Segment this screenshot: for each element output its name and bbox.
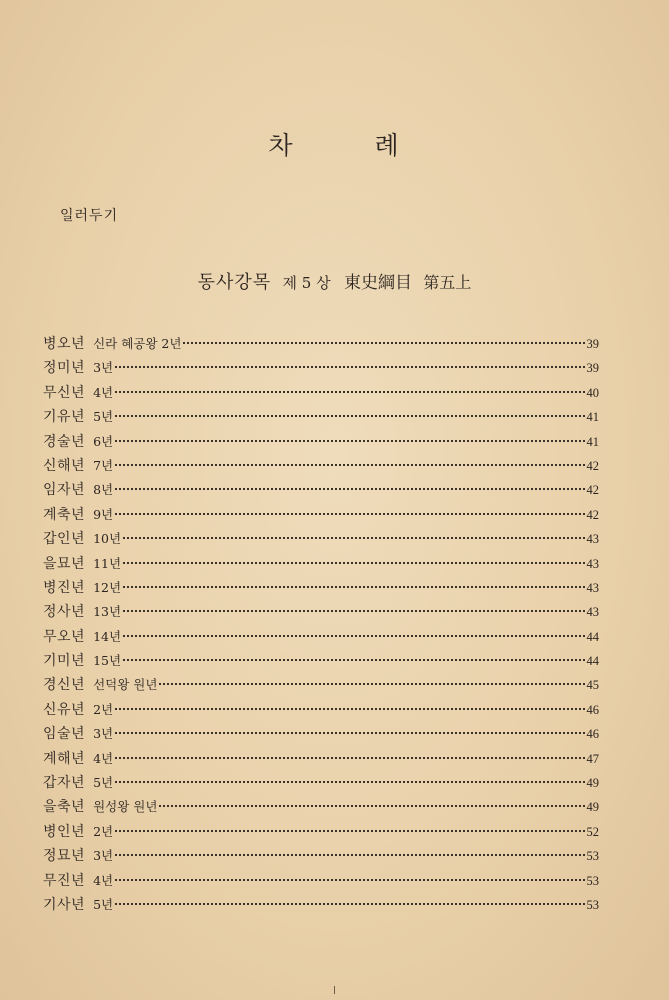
toc-reign-year: 11년 — [93, 555, 122, 571]
toc-page-number: 46 — [586, 702, 599, 717]
toc-entry — [43, 894, 599, 918]
toc-year: 기사년 — [43, 896, 86, 913]
toc-leader-dots — [115, 903, 584, 905]
toc-year: 정미년 — [43, 360, 86, 377]
toc-year: 갑인년 — [43, 531, 86, 548]
toc-page-number: 39 — [586, 361, 599, 376]
toc-page-number: 42 — [586, 483, 599, 498]
toc-entry — [43, 357, 599, 381]
toc-leader-dots — [115, 830, 584, 832]
toc-entry — [43, 431, 599, 455]
toc-reign-year: 5년 — [93, 409, 114, 425]
toc-page-number: 53 — [586, 849, 599, 864]
toc-page-number: 53 — [586, 897, 599, 912]
toc-reign-year: 12년 — [93, 579, 122, 595]
toc-leader-dots — [159, 683, 584, 685]
toc-leader-dots — [115, 732, 584, 734]
toc-leader-dots — [115, 464, 584, 466]
toc-year: 정사년 — [43, 604, 86, 621]
toc-year: 무오년 — [43, 628, 86, 645]
toc-entry — [43, 479, 599, 503]
toc-page-number: 40 — [586, 385, 599, 400]
toc-reign-year: 4년 — [93, 384, 114, 400]
toc-reign-year: 4년 — [93, 750, 114, 766]
toc-year: 계축년 — [43, 506, 86, 523]
page-mark — [334, 986, 335, 994]
toc-leader-dots — [123, 659, 584, 661]
toc-leader-dots — [123, 635, 584, 637]
toc-leader-dots — [123, 586, 584, 588]
toc-year: 임자년 — [43, 482, 86, 499]
toc-entry — [43, 528, 599, 552]
toc-leader-dots — [115, 415, 584, 417]
section-title-hanja: 東史綱目 — [344, 273, 412, 293]
table-of-contents — [43, 333, 599, 918]
toc-page-number: 42 — [586, 458, 599, 473]
toc-reign-year: 5년 — [93, 896, 114, 912]
section-volume-hanja: 第五上 — [423, 273, 472, 292]
toc-entry — [43, 553, 599, 577]
page-title — [0, 126, 669, 162]
toc-leader-dots — [115, 391, 584, 393]
toc-year: 기미년 — [43, 653, 86, 670]
toc-leader-dots — [115, 757, 584, 759]
toc-reign-year: 4년 — [93, 872, 114, 888]
title-char-1: 차 — [268, 131, 295, 160]
toc-year: 경신년 — [43, 677, 86, 694]
toc-page-number: 49 — [586, 800, 599, 815]
toc-page-number: 49 — [586, 776, 599, 791]
toc-reign-year: 3년 — [93, 848, 114, 864]
toc-reign-year: 7년 — [93, 457, 114, 473]
toc-reign-year: 9년 — [93, 506, 114, 522]
toc-year: 임술년 — [43, 726, 86, 743]
toc-year: 신해년 — [43, 457, 86, 474]
toc-reign-year: 15년 — [93, 653, 122, 669]
toc-page-number: 39 — [586, 337, 599, 351]
toc-reign-year: 10년 — [93, 531, 122, 547]
toc-page-number: 47 — [586, 751, 599, 766]
toc-entry — [43, 772, 599, 796]
toc-reign-year: 선덕왕 원년 — [93, 677, 158, 693]
toc-entry — [43, 382, 599, 406]
toc-entry — [43, 601, 599, 625]
toc-reign-year: 14년 — [93, 628, 122, 644]
toc-year: 을묘년 — [43, 555, 86, 572]
toc-reign-year: 5년 — [93, 775, 114, 791]
toc-year: 정묘년 — [43, 848, 86, 865]
toc-reign-year: 13년 — [93, 604, 122, 620]
toc-year: 계해년 — [43, 750, 86, 767]
toc-leader-dots — [115, 879, 584, 881]
toc-year: 병인년 — [43, 823, 86, 840]
toc-leader-dots — [115, 440, 584, 442]
toc-entry — [43, 845, 599, 869]
toc-page-number: 42 — [586, 507, 599, 522]
toc-leader-dots — [123, 537, 584, 539]
toc-page-number: 43 — [586, 580, 599, 595]
toc-leader-dots — [183, 342, 584, 344]
toc-year: 갑자년 — [43, 775, 86, 792]
toc-leader-dots — [115, 366, 584, 368]
section-volume: 제 5 상 — [282, 274, 331, 292]
toc-page-number: 53 — [586, 873, 599, 888]
toc-reign-year: 원성왕 원년 — [93, 799, 158, 815]
toc-leader-dots — [123, 562, 584, 564]
toc-reign-year: 2년 — [93, 823, 114, 839]
toc-page-number: 45 — [586, 678, 599, 693]
toc-leader-dots — [115, 854, 584, 856]
toc-leader-dots — [123, 610, 584, 612]
section-heading — [0, 268, 669, 294]
toc-reign-year: 6년 — [93, 433, 114, 449]
toc-year: 무신년 — [43, 384, 86, 401]
toc-leader-dots — [115, 708, 584, 710]
toc-leader-dots — [159, 805, 584, 807]
toc-year: 기유년 — [43, 409, 86, 426]
toc-year: 병오년 — [43, 336, 86, 352]
toc-reign-year: 3년 — [93, 360, 114, 376]
toc-leader-dots — [115, 781, 584, 783]
toc-entry — [43, 748, 599, 772]
toc-page-number: 41 — [586, 410, 599, 425]
toc-entry — [43, 504, 599, 528]
toc-page-number: 44 — [586, 654, 599, 669]
toc-reign-year: 8년 — [93, 482, 114, 498]
toc-entry — [43, 723, 599, 747]
toc-entry — [43, 650, 599, 674]
toc-entry — [43, 699, 599, 723]
intro-heading: 일러두기 — [60, 208, 119, 224]
toc-year: 경술년 — [43, 433, 86, 450]
toc-entry — [43, 455, 599, 479]
toc-entry — [43, 796, 599, 820]
toc-entry — [43, 406, 599, 430]
toc-year: 무진년 — [43, 872, 86, 889]
toc-leader-dots — [115, 513, 584, 515]
toc-reign-year: 2년 — [93, 701, 114, 717]
toc-year: 신유년 — [43, 701, 86, 718]
toc-entry — [43, 821, 599, 845]
title-char-2: 례 — [374, 131, 401, 160]
section-title-korean: 동사강목 — [197, 272, 272, 293]
toc-entry — [43, 577, 599, 601]
toc-page-number: 52 — [586, 824, 599, 839]
toc-leader-dots — [115, 488, 584, 490]
toc-page-number: 44 — [586, 629, 599, 644]
toc-entry — [43, 674, 599, 698]
toc-entry — [43, 870, 599, 894]
toc-entry — [43, 626, 599, 650]
toc-page-number: 43 — [586, 556, 599, 571]
toc-reign-year: 3년 — [93, 726, 114, 742]
toc-entry — [43, 333, 599, 357]
toc-page-number: 46 — [586, 727, 599, 742]
toc-page-number: 43 — [586, 532, 599, 547]
toc-page-number: 43 — [586, 605, 599, 620]
toc-page-number: 41 — [586, 434, 599, 449]
toc-year: 병진년 — [43, 579, 86, 596]
toc-year: 을축년 — [43, 799, 86, 816]
toc-reign-year: 신라 혜공왕 2년 — [93, 336, 182, 351]
